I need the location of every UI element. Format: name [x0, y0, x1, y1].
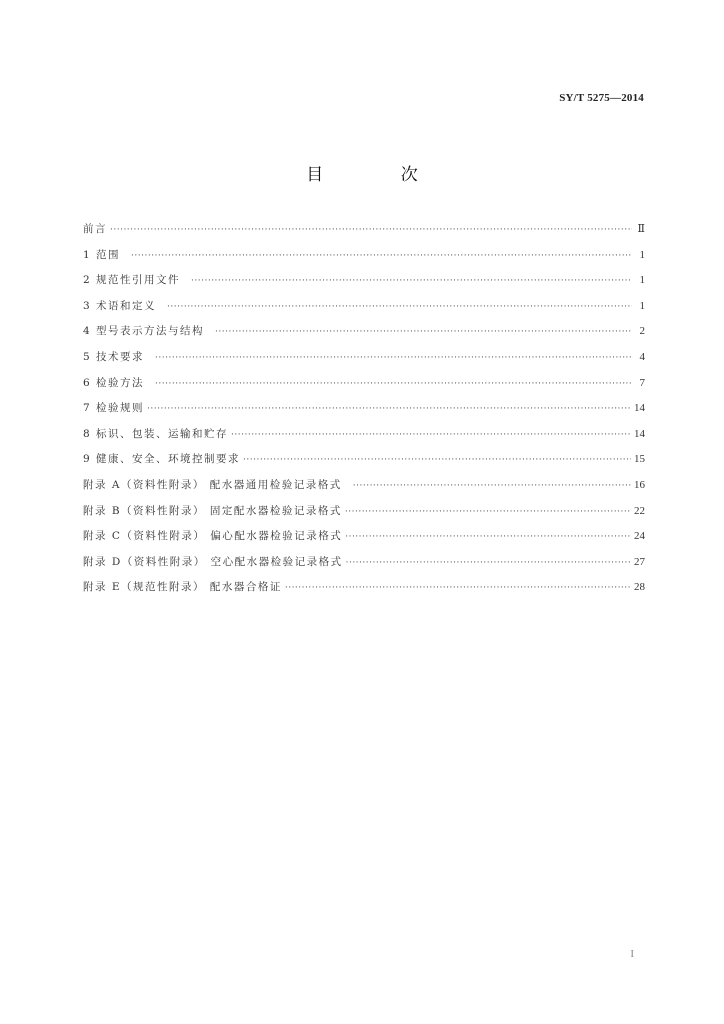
toc-entry-page: 1: [639, 274, 645, 287]
toc-leader-dots: [167, 302, 632, 312]
toc-entry-inspection-rules[interactable]: [83, 400, 645, 426]
toc-entry-page: 1: [639, 248, 645, 261]
toc-entry-page: 27: [634, 555, 645, 568]
toc-entry-marking-packaging[interactable]: [83, 426, 645, 452]
table-of-contents: [83, 221, 645, 605]
toc-entry-page: 16: [634, 478, 645, 491]
toc-entry-label: 1 范围: [83, 248, 121, 261]
toc-leader-dots: [345, 507, 631, 517]
toc-leader-dots: [345, 532, 631, 542]
toc-entry-label: 7 检验规则: [83, 402, 145, 415]
toc-entry-label: 8 标识、包装、运输和贮存: [83, 427, 229, 440]
toc-entry-page: 15: [634, 453, 645, 466]
toc-entry-normative-references[interactable]: [83, 272, 645, 298]
toc-entry-page: 24: [634, 530, 645, 543]
toc-entry-label: 2 规范性引用文件: [83, 274, 181, 287]
toc-entry-page: 1: [639, 299, 645, 312]
toc-leader-dots: [155, 353, 632, 363]
toc-leader-dots: [285, 583, 631, 593]
toc-entry-page: 14: [634, 402, 645, 415]
toc-entry-test-methods[interactable]: [83, 375, 645, 401]
toc-entry-page: Ⅱ: [637, 223, 645, 235]
toc-entry-label: 前言: [83, 223, 107, 235]
toc-entry-annex-b[interactable]: [83, 503, 645, 529]
toc-leader-dots: [155, 379, 632, 389]
toc-entry-page: 28: [634, 581, 645, 594]
toc-entry-label: 附录 A（资料性附录） 配水器通用检验记录格式: [83, 478, 342, 491]
toc-leader-dots: [147, 404, 631, 414]
toc-entry-label: 附录 B（资料性附录） 固定配水器检验记录格式: [83, 504, 342, 517]
toc-leader-dots: [243, 455, 631, 465]
toc-entry-label: 5 技术要求: [83, 350, 145, 363]
toc-entry-label: 6 检验方法: [83, 376, 145, 389]
toc-entry-page: 14: [634, 427, 645, 440]
toc-entry-foreword[interactable]: [83, 221, 645, 247]
toc-leader-dots: [110, 225, 632, 235]
standard-code: SY/T 5275—2014: [559, 92, 644, 104]
toc-entry-page: 2: [639, 325, 645, 338]
toc-entry-annex-d[interactable]: [83, 554, 645, 580]
toc-entry-terms-definitions[interactable]: [83, 298, 645, 324]
toc-entry-model-structure[interactable]: [83, 323, 645, 349]
toc-entry-annex-e[interactable]: [83, 579, 645, 605]
page-number: I: [630, 948, 634, 960]
toc-entry-label: 4 型号表示方法与结构: [83, 325, 205, 338]
toc-entry-annex-a[interactable]: [83, 477, 645, 503]
page-title: 目 次: [306, 165, 454, 185]
toc-entry-page: 4: [639, 350, 645, 363]
toc-entry-scope[interactable]: [83, 247, 645, 273]
toc-entry-label: 3 术语和定义: [83, 299, 157, 312]
toc-leader-dots: [231, 430, 631, 440]
toc-entry-page: 7: [639, 376, 645, 389]
toc-entry-label: 附录 D（资料性附录） 空心配水器检验记录格式: [83, 555, 343, 568]
toc-entry-page: 22: [634, 504, 645, 517]
toc-entry-technical-requirements[interactable]: [83, 349, 645, 375]
toc-entry-hse-requirements[interactable]: [83, 451, 645, 477]
toc-entry-label: 附录 E（规范性附录） 配水器合格证: [83, 581, 282, 594]
toc-leader-dots: [131, 251, 632, 261]
toc-leader-dots: [215, 327, 632, 337]
toc-leader-dots: [353, 481, 631, 491]
toc-leader-dots: [346, 558, 631, 568]
toc-entry-annex-c[interactable]: [83, 528, 645, 554]
toc-leader-dots: [191, 276, 632, 286]
toc-entry-label: 附录 C（资料性附录） 偏心配水器检验记录格式: [83, 530, 343, 543]
toc-entry-label: 9 健康、安全、环境控制要求: [83, 453, 241, 466]
